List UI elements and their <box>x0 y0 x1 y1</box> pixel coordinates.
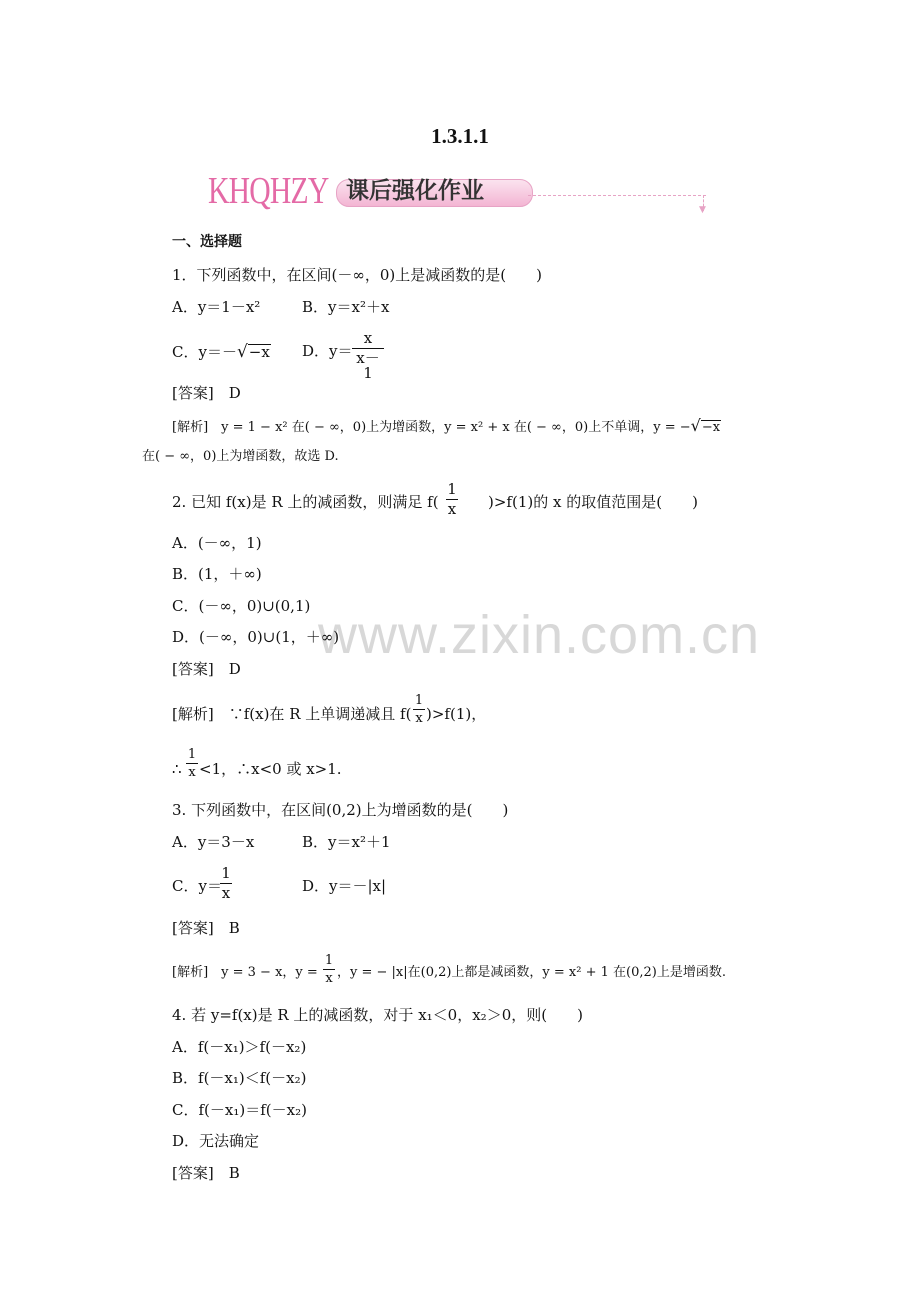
q2-analysis-fraction <box>413 694 425 725</box>
q1-option-c: C．y＝－√−x <box>172 342 270 362</box>
fraction-bar <box>186 763 198 764</box>
q2-conclusion-text: <1，∴x<0 或 x>1. <box>199 760 342 778</box>
q2-option-d: D．(－∞，0)∪(1，＋∞) <box>172 628 340 646</box>
q1-analysis-line2: 在( − ∞，0)上为增函数，故选 D. <box>142 449 339 464</box>
q3-answer: [答案] B <box>172 919 240 937</box>
fraction-numerator: 1 <box>414 693 424 708</box>
fraction-denominator: x <box>221 884 231 902</box>
q3-analysis-part1: [解析] y = 3 − x，y = <box>172 965 318 980</box>
fraction-numerator: 1 <box>447 480 457 498</box>
q3-stem: 3. 下列函数中，在区间(0,2)上为增函数的是( ) <box>172 801 509 819</box>
fraction-denominator: x <box>325 971 333 986</box>
fraction-numerator: 1 <box>187 747 197 762</box>
q2-conclusion-fraction <box>186 748 198 779</box>
q4-answer: [答案] B <box>172 1164 240 1182</box>
fraction-numerator: 1 <box>221 864 231 882</box>
q4-option-d: D．无法确定 <box>172 1132 260 1150</box>
q3-option-d: D．y＝－|x| <box>302 877 387 895</box>
fraction-denominator: x <box>447 500 457 518</box>
q4-stem: 4. 若 y=f(x)是 R 上的减函数，对于 x₁＜0，x₂＞0，则( ) <box>172 1006 583 1024</box>
q1-analysis-line1: [解析] y = 1 − x² 在( − ∞，0)上为增函数，y = x² + x 在( − ∞，0)上不单调，y = −√−x <box>172 416 721 435</box>
q2-stem-fraction <box>446 482 458 517</box>
q1-option-b: B．y＝x²＋x <box>302 298 390 316</box>
fraction-numerator: 1 <box>324 953 334 968</box>
fraction-denominator: x <box>188 765 196 780</box>
q1-option-d-fraction <box>352 331 384 381</box>
q2-stem-part2: )>f(1)的 x 的取值范围是( ) <box>488 493 698 511</box>
fraction-bar <box>413 709 425 710</box>
q3-analysis-fraction <box>323 954 335 985</box>
therefore-symbol: ∴ <box>172 760 182 778</box>
fraction-denominator: x <box>415 711 423 726</box>
q3-option-c-fraction <box>220 866 232 901</box>
q2-option-a: A．(－∞，1) <box>172 534 262 552</box>
q1-option-a: A．y＝1－x² <box>172 298 261 316</box>
fraction-bar <box>323 969 335 970</box>
q4-option-b: B．f(－x₁)＜f(－x₂) <box>172 1069 307 1087</box>
banner-latin-text: KHQHZY <box>208 170 329 212</box>
q1-answer: [答案] D <box>172 384 241 402</box>
q1-option-c-radicand: −x <box>248 343 270 361</box>
q2-answer: [答案] D <box>172 660 241 678</box>
q1-option-c-prefix: C．y＝－ <box>172 343 237 361</box>
q2-stem-part1: 2. 已知 f(x)是 R 上的减函数，则满足 f( <box>172 493 439 511</box>
banner-divider <box>528 195 706 196</box>
watermark: www.zixin.com.cn <box>318 605 761 665</box>
fraction-numerator: x <box>363 329 373 347</box>
q3-option-b: B．y＝x²＋1 <box>302 833 391 851</box>
q2-analysis-part2: )>f(1)， <box>426 705 487 723</box>
q3-option-a: A．y＝3－x <box>172 833 255 851</box>
q4-option-c: C．f(－x₁)＝f(－x₂) <box>172 1101 307 1119</box>
chevron-down-icon: ▼ <box>699 205 706 215</box>
q2-option-c: C．(－∞，0)∪(0,1) <box>172 597 311 615</box>
q2-option-b: B．(1，＋∞) <box>172 565 262 583</box>
fraction-denominator: x－1 <box>356 349 380 382</box>
banner-chinese-text: 课后强化作业 <box>346 178 484 204</box>
q3-analysis-part2: ，y = − |x|在(0,2)上都是减函数，y = x² + 1 在(0,2)上是增函数. <box>337 965 726 980</box>
page-title: 1.3.1.1 <box>431 124 489 148</box>
q4-option-a: A．f(－x₁)＞f(－x₂) <box>172 1038 307 1056</box>
q1-option-d-prefix: D．y＝ <box>302 342 353 360</box>
q1-analysis-text: [解析] y = 1 − x² 在( − ∞，0)上为增函数，y = x² + x 在( − ∞，0)上不单调，y = − <box>172 420 691 435</box>
q3-option-c-prefix: C．y＝ <box>172 877 222 895</box>
section-heading: 一、选择题 <box>172 234 242 250</box>
q1-stem: 1．下列函数中，在区间(－∞，0)上是减函数的是( ) <box>172 266 542 284</box>
q2-analysis-part1: [解析] ∵f(x)在 R 上单调递减且 f( <box>172 705 412 723</box>
q1-analysis-radicand: −x <box>701 420 721 435</box>
